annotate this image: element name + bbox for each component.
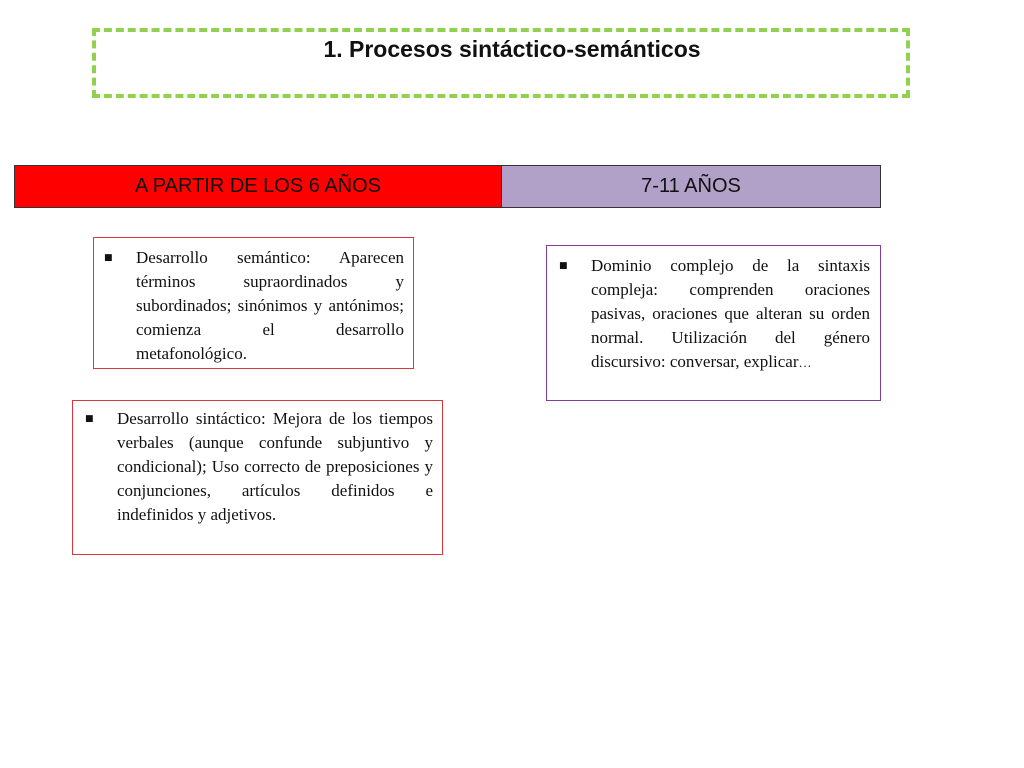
semantic-development-box — [93, 237, 414, 369]
bullet-icon: ■ — [104, 253, 113, 263]
complex-syntax-box — [546, 245, 881, 401]
ellipsis: … — [798, 355, 812, 370]
syntactic-development-text: Desarrollo sintáctico: Mejora de los tiempos verbales (aunque confunde subjuntivo y condicional); Uso correcto de preposiciones y conjunciones, artículos definidos e indefinidos y adjetivos. — [117, 409, 433, 524]
header-age-6: A PARTIR DE LOS 6 AÑOS — [15, 166, 502, 207]
bullet-icon: ■ — [85, 414, 94, 424]
syntactic-development-box — [72, 400, 443, 555]
bullet-icon: ■ — [559, 261, 568, 271]
age-header-row — [14, 165, 881, 208]
header-age-7-11: 7-11 AÑOS — [502, 166, 880, 207]
semantic-development-text: Desarrollo semántico: Aparecen términos supraordinados y subordinados; sinónimos y antónimos; comienza el desarrollo metafonológico. — [136, 248, 404, 363]
complex-syntax-text: Dominio complejo de la sintaxis compleja: comprenden oraciones pasivas, oraciones que alteran su orden normal. Utilización del género discursivo: conversar, explicar… — [591, 256, 870, 371]
slide-title: 1. Procesos sintáctico-semánticos — [323, 36, 701, 62]
